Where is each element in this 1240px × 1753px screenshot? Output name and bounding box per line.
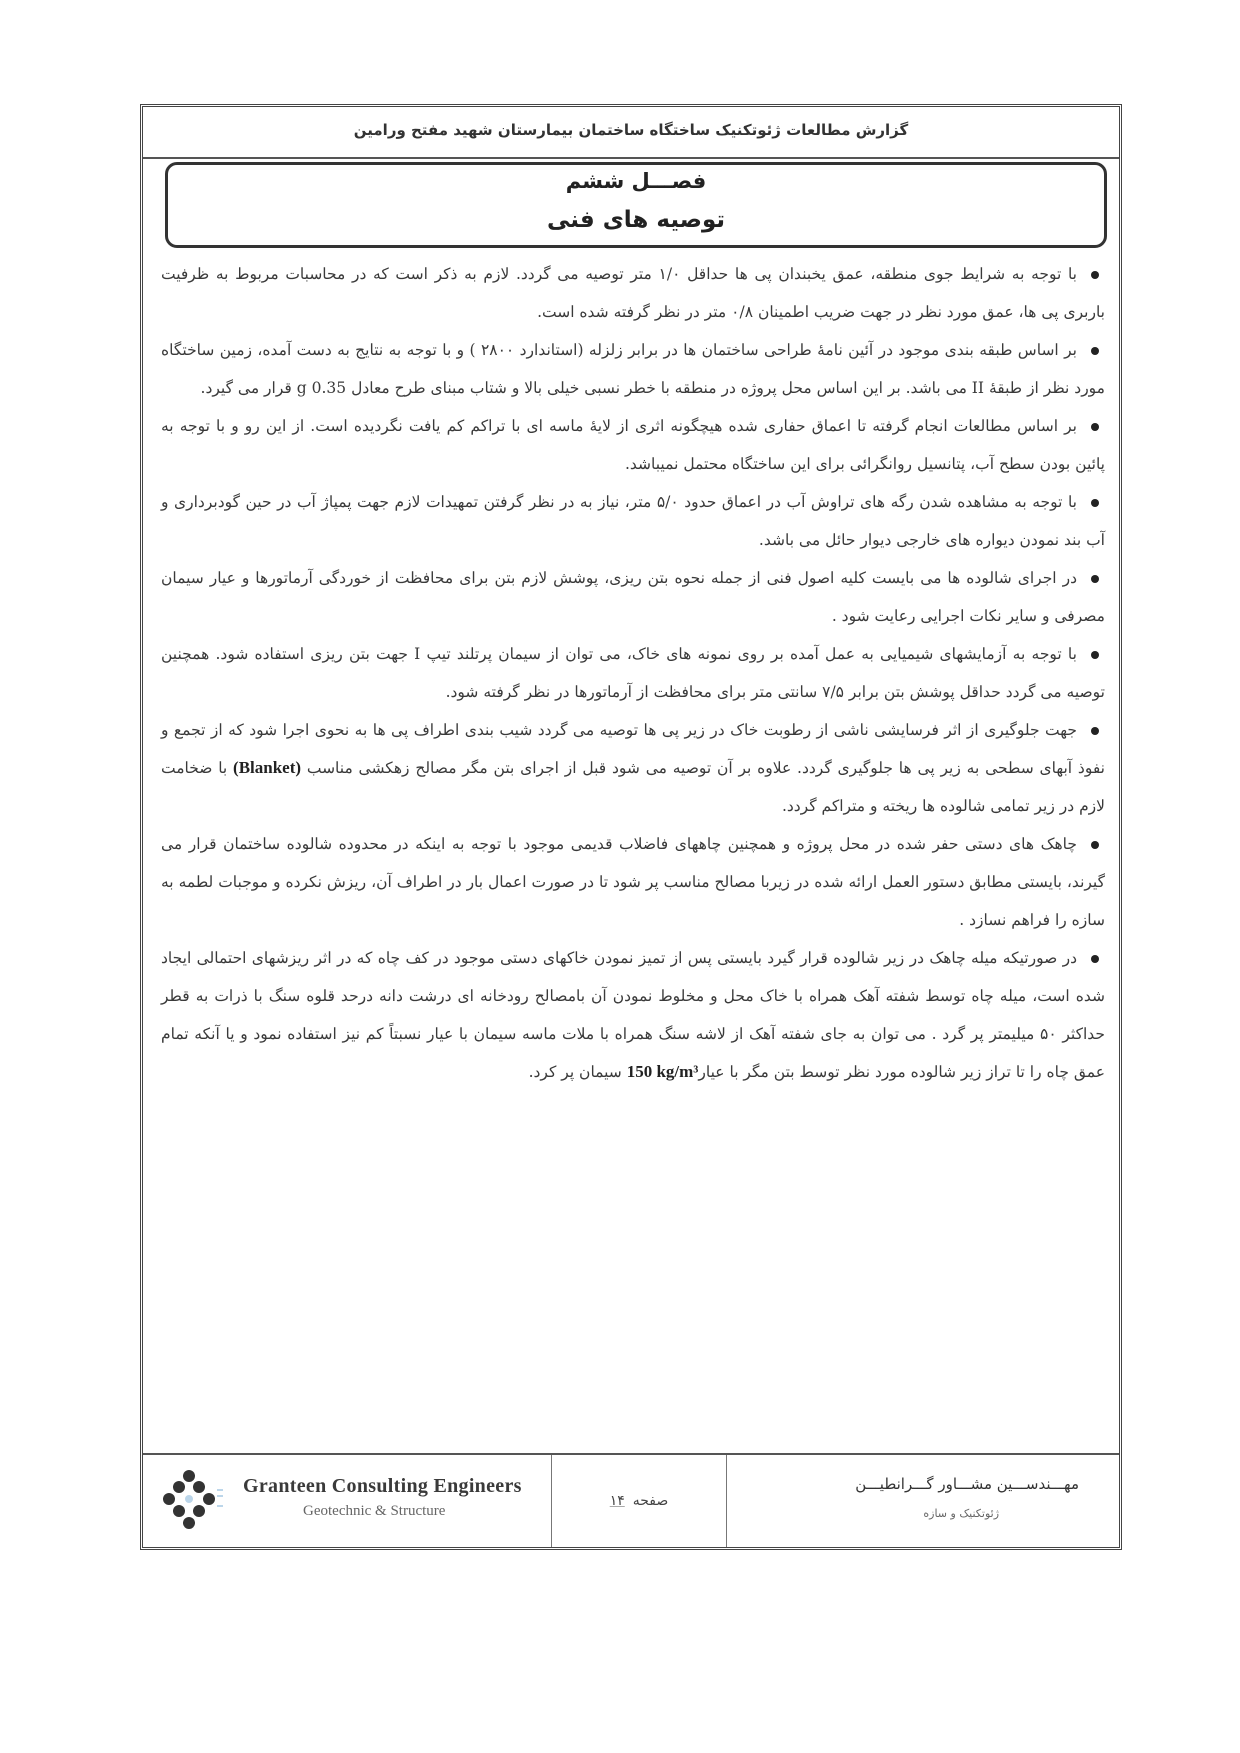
- recommendation-item: [161, 939, 1105, 1091]
- recommendation-text: با ضخامت لازم در زیر تمامی شالوده ها ریخته و متراکم گردد.: [161, 759, 1105, 815]
- recommendation-text: با توجه به آزمایشهای شیمیایی به عمل آمده بر روی نمونه های خاک، می توان از سیمان پرتلند تیپ I جهت بتن ریزی استفاده شود. همچنین توصیه می گردد حداقل پوشش بتن برابر ۷/۵ سانتی متر برای محافظت از آرماتورها در نظر گرفته شود.: [161, 645, 1105, 701]
- page-number: ۱۴: [609, 1493, 625, 1509]
- recommendations-list: [161, 255, 1105, 1091]
- recommendation-text: در صورتیکه میله چاهک در زیر شالوده قرار گیرد بایستی پس از تمیز نمودن خاکهای دستی موجود در کف چاه که در اثر ریزشهای احتمالی ایجاد شده است، میله چاه توسط شفته آهک همراه با خاک محل و مخلوط نمودن آن بامصالح رودخانه ای درشت دانه درحد قلوه سنگ با ذرات به قطر حداکثر ۵۰ میلیمتر پر گرد . می توان به جای شفته آهک از لاشه سنگ همراه با ملات ماسه سیمان با عیار نسبتاً کم نیز استفاده نمود و یا آنکه تمام عمق چاه را تا تراز زیر شالوده مورد نظر توسط بتن مگر با عیار: [161, 949, 1105, 1081]
- recommendation-text: بر اساس مطالعات انجام گرفته تا اعماق حفاری شده هیچگونه اثری از لایۀ ماسه ای با تراکم کم یافت نگردیده است. از این رو و با توجه به پائین بودن سطح آب، پتانسیل روانگرائی برای این ساختگاه محتمل نمیباشد.: [161, 417, 1105, 473]
- report-title: گزارش مطالعات ژئوتکنیک ساختگاه ساختمان بیمارستان شهید مفتح ورامین: [353, 121, 909, 139]
- recommendation-text: جهت جلوگیری از اثر فرسایشی ناشی از رطوبت خاک در زیر پی ها توصیه می گردد شیب بندی اطراف پی ها به نحوی اجرا شود که از تجمع و نفوذ آبهای سطحی به زیر پی ها جلوگیری گردد. علاوه بر آن توصیه می شود قبل از اجرای بتن مگر مصالح زهکشی مناسب: [161, 721, 1105, 777]
- footer-logo-cell: [143, 1455, 552, 1547]
- page-number-cell: [552, 1455, 727, 1547]
- recommendation-text: بر اساس طبقه بندی موجود در آئین نامۀ طراحی ساختمان ها در برابر زلزله (استاندارد ۲۸۰۰ ) و با توجه به نتایج به دست آمده، زمین ساختگاه مورد نظر از طبقۀ II می باشد. بر این اساس محل پروژه در منطقه با خطر نسبی خیلی بالا و شتاب مبنای طرح معادل 0.35 g قرار می گیرد.: [161, 341, 1105, 397]
- bullet-icon: [1091, 499, 1099, 507]
- footer-company-cell: [727, 1455, 1119, 1547]
- chapter-number: فصـــل ششم: [565, 169, 707, 193]
- page-frame: [140, 104, 1122, 1550]
- page-footer: [143, 1453, 1119, 1547]
- company-tagline-en: Geotechnic & Structure: [303, 1503, 446, 1519]
- chapter-title: توصیه های فنی: [546, 207, 725, 233]
- blanket-term: (Blanket): [233, 758, 302, 777]
- recommendation-text: سیمان پر کرد.: [528, 1063, 627, 1081]
- recommendation-item: [161, 483, 1105, 559]
- company-tagline-fa: ژئوتکنیک و سازه: [923, 1507, 999, 1520]
- recommendation-item: [161, 635, 1105, 711]
- bullet-icon: [1091, 271, 1099, 279]
- bullet-icon: [1091, 423, 1099, 431]
- bullet-icon: [1091, 727, 1099, 735]
- cement-ratio-value: 150 kg/m³: [626, 1062, 699, 1081]
- page-label: صفحه: [632, 1493, 669, 1509]
- header-divider: [143, 157, 1119, 159]
- recommendation-item: [161, 559, 1105, 635]
- recommendation-item: [161, 255, 1105, 331]
- recommendation-item: [161, 825, 1105, 939]
- recommendation-text: چاهک های دستی حفر شده در محل پروژه و همچنین چاههای فاضلاب قدیمی موجود با توجه به اینکه در محدوده شالوده ساختمان قرار می گیرند، بایستی مطابق دستور العمل ارائه شده در زیربا مصالح مناسب پر شود تا در صورت اعمال بار در اطراف آن، ریزش نکرده و موجبات لطمه به سازه را فراهم نسازد .: [161, 835, 1105, 929]
- recommendation-item: [161, 331, 1105, 407]
- company-name-en: Granteen Consulting Engineers: [243, 1475, 522, 1497]
- bullet-icon: [1091, 575, 1099, 583]
- bullet-icon: [1091, 841, 1099, 849]
- company-name-fa: مهـــندســـین مشـــاور گـــرانطیـــن: [855, 1475, 1079, 1493]
- bullet-icon: [1091, 347, 1099, 355]
- bullet-icon: [1091, 651, 1099, 659]
- bullet-icon: [1091, 955, 1099, 963]
- recommendation-text: در اجرای شالوده ها می بایست کلیه اصول فنی از جمله نحوه بتن ریزی، پوشش لازم بتن برای محافظت از خوردگی آرماتورها و عیار سیمان مصرفی و سایر نکات اجرایی رعایت شود .: [161, 569, 1105, 625]
- recommendation-text: با توجه به مشاهده شدن رگه های تراوش آب در اعماق حدود ۵/۰ متر، نیاز به در نظر گرفتن تمهیدات لازم جهت پمپاژ آب در حین گودبرداری و آب بند نمودن دیواره های خارجی دیوار حائل می باشد.: [161, 493, 1105, 549]
- company-logo-icon: [163, 1469, 223, 1531]
- recommendation-text: با توجه به شرایط جوی منطقه، عمق یخبندان پی ها حداقل ۱/۰ متر توصیه می گردد. لازم به ذکر است که در محاسبات مربوط به ظرفیت باربری پی ها، عمق مورد نظر در جهت ضریب اطمینان ۰/۸ متر در نظر گرفته شده است.: [161, 265, 1105, 321]
- chapter-heading-box: [165, 162, 1107, 248]
- recommendation-item: [161, 407, 1105, 483]
- recommendation-item: [161, 711, 1105, 825]
